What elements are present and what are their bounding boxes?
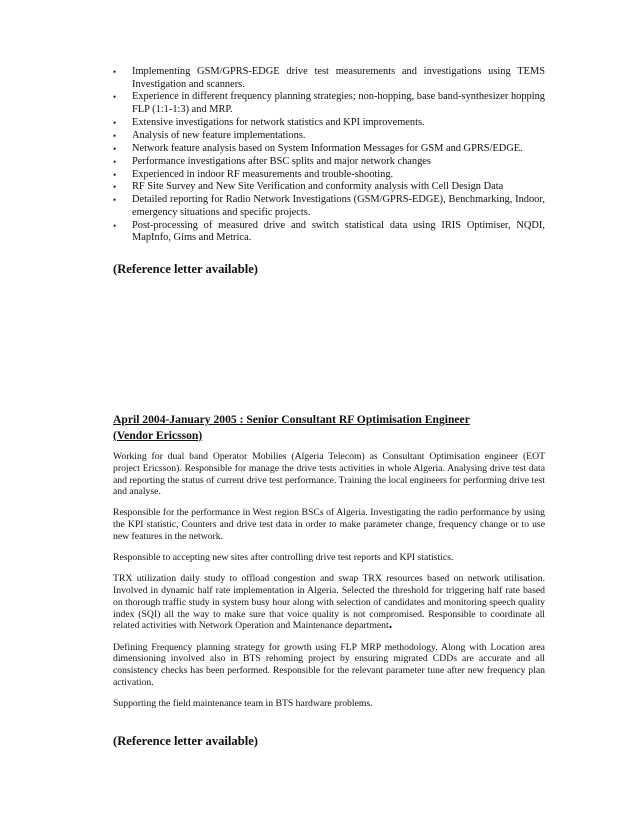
bullet-icon: • xyxy=(113,169,117,180)
job-paragraph-4 xyxy=(113,573,545,632)
job-description xyxy=(113,451,545,719)
bullet-item xyxy=(113,117,545,130)
bullet-text: Experienced in indoor RF measurements and trouble-shooting. xyxy=(132,168,394,180)
bullet-icon: • xyxy=(113,92,117,103)
bullet-item xyxy=(113,194,545,219)
skills-bullet-list xyxy=(113,66,545,245)
bullet-icon: • xyxy=(113,195,117,206)
bullet-text: Implementing GSM/GPRS-EDGE drive test measurements and investigations using TEMS Investigation and scanners. xyxy=(132,66,545,90)
bullet-text: Analysis of new feature implementations. xyxy=(132,129,306,141)
job-paragraph-5: Defining Frequency planning strategy for growth using FLP MRP methodology. Along with Location area dimensioning involved also in BTS rehoming project by ensuring migrated CDDs are accurate and all consistency checks has been performed. Responsible for the relevant parameter tune after new frequency plan activation. xyxy=(113,641,545,688)
bullet-item xyxy=(113,220,545,245)
bullet-item xyxy=(113,66,545,91)
bullet-text: Extensive investigations for network statistics and KPI improvements. xyxy=(132,116,425,128)
bullet-item xyxy=(113,156,545,169)
job-title-line-1: April 2004-January 2005 : Senior Consultant RF Optimisation Engineer xyxy=(113,413,470,426)
bullet-text: RF Site Survey and New Site Verification and conformity analysis with Cell Design Data xyxy=(132,181,504,193)
bullet-text: Detailed reporting for Radio Network Investigations (GSM/GPRS-EDGE), Benchmarking, Indoor, emergency situations and specific projects. xyxy=(132,194,545,218)
job-paragraph-3: Responsible to accepting new sites after controlling drive test reports and KPI statistics. xyxy=(113,552,454,564)
job-paragraph-6: Supporting the field maintenance team in BTS hardware problems. xyxy=(113,698,373,710)
bullet-icon: • xyxy=(113,143,117,154)
bullet-icon: • xyxy=(113,130,117,141)
job-paragraph-1: Working for dual band Operator Mobilies (Algeria Telecom) as Consultant Optimisation engineer (EOT project Ericsson). Responsible for manage the drive tests activities in whole Algeria. Analysing drive test data and reporting the status of current drive test performance. Training the local engineers for performing drive test and analyse. xyxy=(113,451,545,498)
job-paragraph-4-text: TRX utilization daily study to offload congestion and swap TRX resources based on network utilisation. Involved in dynamic half rate implementation in Algeria. Selected the threshold for triggering half rate based on thorough traffic study in system busy hour along with selection of candidates and monitoring speech quality index (SQI) all the way to make sure that voice quality is not compromised. Responsible to coordinate all related activities with Network Operation and Maintenance department xyxy=(113,573,545,632)
bullet-item xyxy=(113,130,545,143)
job-title xyxy=(113,412,470,443)
bullet-icon: • xyxy=(113,220,117,231)
job-title-line-2: (Vendor Ericsson) xyxy=(113,428,203,442)
reference-note-1: (Reference letter available) xyxy=(113,262,258,276)
bullet-text: Experience in different frequency planning strategies; non-hopping, base band-synthesizer hopping FLP (1:1-1:3) and MRP. xyxy=(132,91,545,116)
bullet-item xyxy=(113,169,545,182)
bullet-text: Performance investigations after BSC splits and major network changes xyxy=(132,155,431,167)
bullet-item xyxy=(113,181,545,194)
bullet-item xyxy=(113,91,545,116)
bullet-icon: • xyxy=(113,156,117,167)
bullet-icon: • xyxy=(113,182,117,193)
bullet-text: Post-processing of measured drive and switch statistical data using IRIS Optimiser, NQDI, MapInfo, Gims and Metrica. xyxy=(132,219,545,244)
reference-note-2: (Reference letter available) xyxy=(113,734,258,748)
bullet-item xyxy=(113,143,545,156)
job-paragraph-2: Responsible for the performance in West region BSCs of Algeria. Investigating the radio performance by using the KPI statistic, Counters and drive test data in order to make parameter change, frequency change or to use new features in the network. xyxy=(113,507,545,543)
bullet-icon: • xyxy=(113,67,117,77)
job-paragraph-4-period: . xyxy=(388,617,393,633)
bullet-icon: • xyxy=(113,117,117,128)
bullet-text: Network feature analysis based on System Information Messages for GSM and GPRS/EDGE. xyxy=(132,142,523,154)
